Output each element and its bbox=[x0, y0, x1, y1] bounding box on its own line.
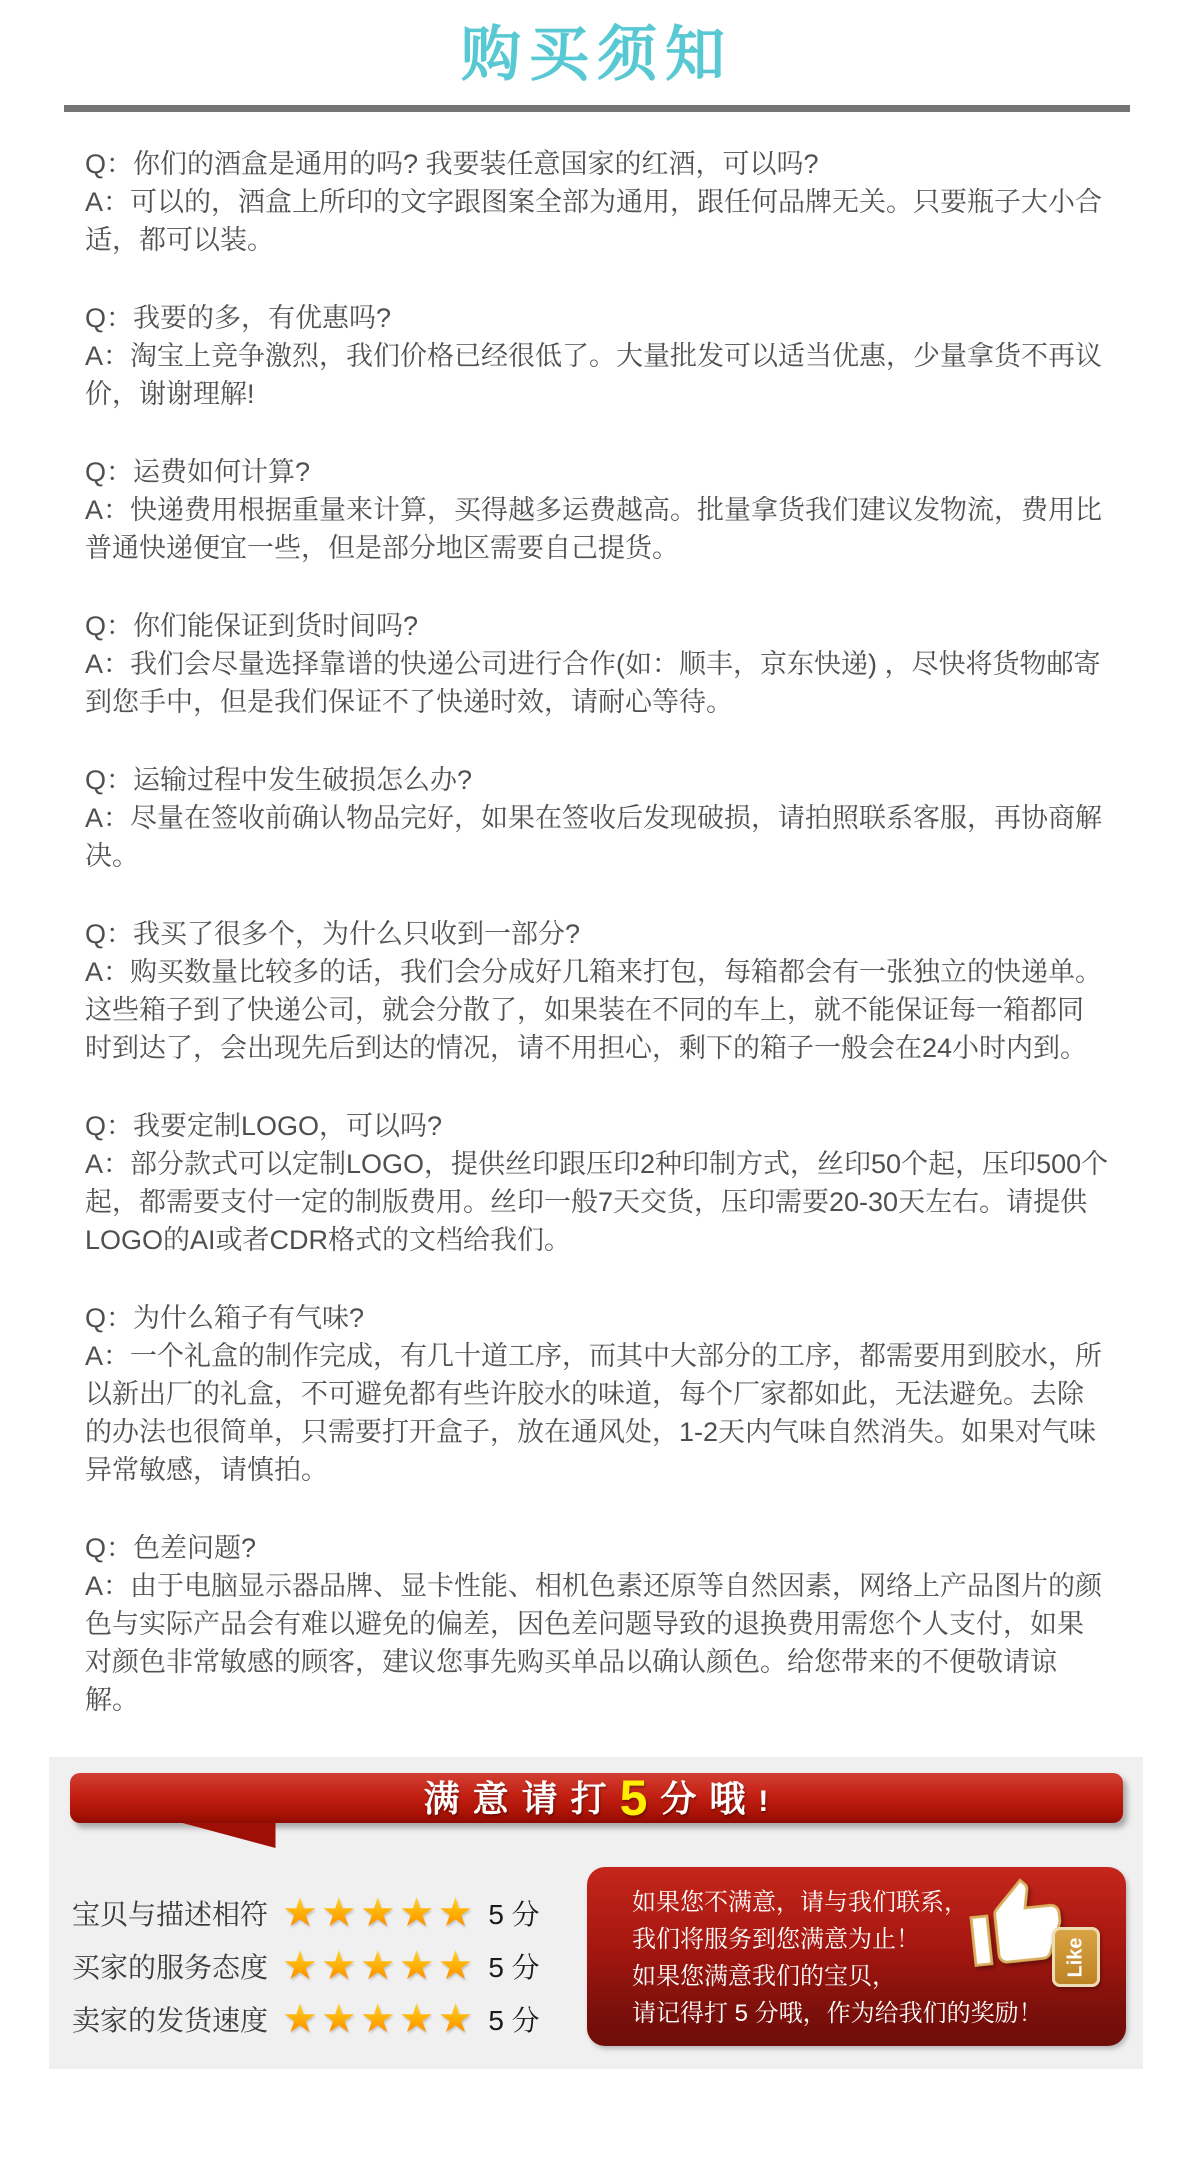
banner-exclaim: ! bbox=[758, 1785, 769, 1818]
question-text: Q：我买了很多个，为什么只收到一部分? bbox=[85, 919, 581, 949]
question-text: Q：运输过程中发生破损怎么办? bbox=[85, 765, 473, 795]
rating-label: 卖家的发货速度 bbox=[72, 2005, 269, 2036]
qa-block bbox=[85, 299, 1110, 413]
rating-row bbox=[72, 1997, 587, 2041]
five-star-icons: ★★★★★ bbox=[282, 1944, 477, 1988]
qa-block bbox=[85, 1107, 1110, 1259]
notice-line-text: 如果您满意我们的宝贝， bbox=[632, 1963, 896, 1990]
answer-text: A：部分款式可以定制LOGO，提供丝印跟压印2种印制方式，丝印50个起，压印500个起，都需要支付一定的制版费用。丝印一般7天交货，压印需要20-30天左右。请提供LOGO的AI或者CDR格式的文档给我们。 bbox=[85, 1149, 1109, 1255]
question-text: Q：你们的酒盒是通用的吗? 我要装任意国家的红酒，可以吗? bbox=[85, 149, 819, 179]
rating-row bbox=[72, 1944, 587, 1988]
like-badge bbox=[968, 1875, 1100, 1987]
like-tag bbox=[1052, 1927, 1100, 1987]
rating-score: 5 分 bbox=[488, 2005, 540, 2036]
answer-text: A：淘宝上竞争激烈，我们价格已经很低了。大量批发可以适当优惠，少量拿货不再议价，谢谢理解! bbox=[85, 341, 1103, 409]
panel-body bbox=[49, 1867, 1143, 2046]
rating-label: 宝贝与描述相符 bbox=[72, 1899, 269, 1930]
qa-list bbox=[0, 112, 1194, 1719]
question-text: Q：你们能保证到货时间吗? bbox=[85, 611, 419, 641]
qa-block bbox=[85, 145, 1110, 259]
banner-score-highlight: 5 bbox=[619, 1770, 661, 1826]
qa-block bbox=[85, 915, 1110, 1067]
five-star-icons: ★★★★★ bbox=[282, 1997, 477, 2041]
qa-block bbox=[85, 1299, 1110, 1489]
notice-line-text: 请记得打 5 分哦，作为给我们的奖励！ bbox=[632, 2000, 1043, 2027]
page-title: 购买须知 bbox=[461, 21, 733, 88]
rating-panel bbox=[49, 1757, 1143, 2069]
question-text: Q：为什么箱子有气味? bbox=[85, 1303, 365, 1333]
notice-line-text: 我们将服务到您满意为止！ bbox=[632, 1926, 920, 1953]
answer-text: A：尽量在签收前确认物品完好，如果在签收后发现破损，请拍照联系客服，再协商解决。 bbox=[85, 803, 1103, 871]
question-text: Q：运费如何计算? bbox=[85, 457, 311, 487]
banner-prefix: 满意请打 bbox=[423, 1778, 620, 1819]
qa-block bbox=[85, 1529, 1110, 1719]
answer-text: A：我们会尽量选择靠谱的快递公司进行合作(如：顺丰，京东快递) ，尽快将货物邮寄到您手中，但是我们保证不了快递时效，请耐心等待。 bbox=[85, 649, 1101, 717]
answer-text: A：可以的，酒盒上所印的文字跟图案全部为通用，跟任何品牌无关。只要瓶子大小合适，都可以装。 bbox=[85, 187, 1103, 255]
question-text: Q：我要定制LOGO，可以吗? bbox=[85, 1111, 443, 1141]
rating-score: 5 分 bbox=[488, 1899, 540, 1930]
banner-tail bbox=[183, 1823, 276, 1848]
question-text: Q：色差问题? bbox=[85, 1533, 257, 1563]
answer-text: A：购买数量比较多的话，我们会分成好几箱来打包，每箱都会有一张独立的快递单。这些箱子到了快递公司，就会分散了，如果装在不同的车上，就不能保证每一箱都同时到达了，会出现先后到达的情况，请不用担心，剩下的箱子一般会在24小时内到。 bbox=[85, 957, 1103, 1063]
rating-rows bbox=[72, 1891, 587, 2041]
notice-line-text: 如果您不满意，请与我们联系， bbox=[632, 1889, 968, 1916]
like-label: Like bbox=[1064, 1936, 1087, 1978]
qa-block bbox=[85, 453, 1110, 567]
answer-text: A：一个礼盒的制作完成，有几十道工序，而其中大部分的工序，都需要用到胶水，所以新出厂的礼盒，不可避免都有些许胶水的味道，每个厂家都如此，无法避免。去除的办法也很简单，只需要打开盒子，放在通风处，1-2天内气味自然消失。如果对气味异常敏感，请慎拍。 bbox=[85, 1341, 1103, 1485]
qa-block bbox=[85, 607, 1110, 721]
rating-score: 5 分 bbox=[488, 1952, 540, 1983]
qa-block bbox=[85, 761, 1110, 875]
satisfaction-notice-box bbox=[587, 1867, 1126, 2046]
rating-label: 买家的服务态度 bbox=[72, 1952, 269, 1983]
rating-row bbox=[72, 1891, 587, 1935]
answer-text: A：快递费用根据重量来计算，买得越多运费越高。批量拿货我们建议发物流，费用比普通快递便宜一些，但是部分地区需要自己提货。 bbox=[85, 495, 1103, 563]
question-text: Q：我要的多，有优惠吗? bbox=[85, 303, 392, 333]
banner-suffix: 分哦 bbox=[660, 1778, 759, 1819]
banner-text bbox=[423, 1770, 769, 1827]
answer-text: A：由于电脑显示器品牌、显卡性能、相机色素还原等自然因素，网络上产品图片的颜色与实际产品会有难以避免的偏差，因色差问题导致的退换费用需您个人支付，如果对颜色非常敏感的顾客，建议您事先购买单品以确认颜色。给您带来的不便敬请谅解。 bbox=[85, 1571, 1103, 1715]
rating-banner bbox=[70, 1770, 1123, 1826]
five-star-icons: ★★★★★ bbox=[282, 1891, 477, 1935]
title-divider bbox=[64, 105, 1130, 112]
